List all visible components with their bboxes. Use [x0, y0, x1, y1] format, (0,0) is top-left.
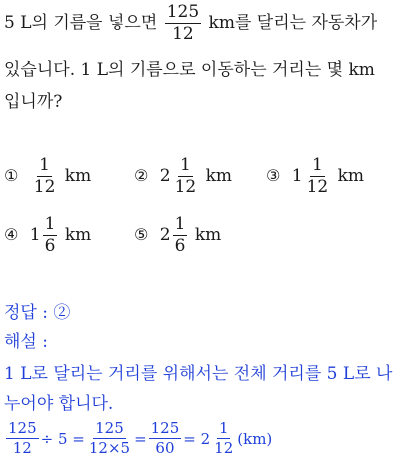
fraction-denominator: 12	[12, 439, 32, 457]
fraction-numerator: 1	[174, 214, 186, 234]
explanation-equation	[4, 421, 272, 456]
answer-label: 정답 : ②	[4, 303, 71, 323]
eq-operator-2: =	[134, 429, 147, 448]
eq-fraction-3	[149, 421, 182, 456]
choice-marker: ②	[134, 166, 149, 185]
question-line-3: 입니까?	[4, 92, 63, 112]
fraction-denominator: 12	[172, 24, 194, 44]
fraction-denominator: 12×5	[88, 439, 131, 457]
fraction-125-12	[165, 4, 201, 43]
choice-whole: 2	[159, 225, 171, 245]
choice-4[interactable]	[4, 216, 91, 255]
choice-1[interactable]	[4, 157, 91, 196]
choice-fraction	[43, 216, 58, 255]
choice-whole: 1	[291, 166, 303, 186]
question-text-1a: 5 L의 기름을 넣으면	[4, 13, 158, 33]
explanation-line-1: 1 L로 달리는 거리를 위해서는 전체 거리를 5 L로 나	[4, 364, 393, 384]
fraction-numerator: 125	[8, 419, 37, 437]
eq-operator-1: ÷ 5 =	[40, 429, 85, 448]
question-text-1b: km를 달리는 자동차가	[208, 13, 378, 33]
fraction-numerator: 125	[95, 419, 124, 437]
eq-unit: (km)	[237, 429, 273, 448]
fraction-denominator: 12	[33, 177, 56, 197]
fraction-numerator: 125	[166, 2, 200, 22]
choice-whole: 1	[29, 225, 41, 245]
choice-fraction	[32, 157, 58, 196]
choice-marker: ④	[4, 225, 19, 244]
fraction-denominator: 6	[44, 236, 56, 256]
choice-marker: ⑤	[134, 225, 149, 244]
choice-fraction	[173, 157, 199, 196]
fraction-denominator: 60	[155, 439, 175, 457]
question-line-2: 있습니다. 1 L의 기름으로 이동하는 거리는 몇 km	[4, 60, 375, 80]
choice-unit: km	[64, 166, 92, 186]
choice-unit: km	[337, 166, 365, 186]
fraction-denominator: 12	[306, 177, 329, 197]
fraction-numerator: 125	[150, 419, 180, 437]
choice-3[interactable]	[266, 157, 364, 196]
choice-marker: ③	[266, 166, 281, 185]
choice-unit: km	[205, 166, 233, 186]
eq-operator-3: = 2	[183, 429, 211, 448]
choice-unit: km	[194, 225, 222, 245]
eq-fraction-1	[6, 421, 39, 456]
explanation-label: 해설 :	[4, 332, 48, 352]
fraction-denominator: 12	[214, 439, 234, 457]
fraction-numerator: 1	[44, 214, 56, 234]
choice-whole: 2	[159, 166, 171, 186]
fraction-numerator: 1	[218, 419, 229, 437]
choice-2[interactable]	[134, 157, 232, 196]
fraction-numerator: 1	[39, 155, 50, 175]
fraction-denominator: 12	[174, 177, 197, 197]
fraction-numerator: 1	[179, 155, 191, 175]
explanation-line-2: 누어야 합니다.	[4, 394, 114, 414]
fraction-denominator: 6	[174, 236, 186, 256]
question-line-1	[4, 4, 377, 43]
eq-fraction-2	[87, 421, 132, 456]
fraction-numerator: 1	[311, 155, 323, 175]
choice-marker: ①	[4, 166, 19, 185]
choice-unit: km	[64, 225, 92, 245]
eq-fraction-4	[212, 421, 235, 456]
choice-5[interactable]	[134, 216, 221, 255]
choice-fraction	[173, 216, 188, 255]
choice-fraction	[305, 157, 331, 196]
